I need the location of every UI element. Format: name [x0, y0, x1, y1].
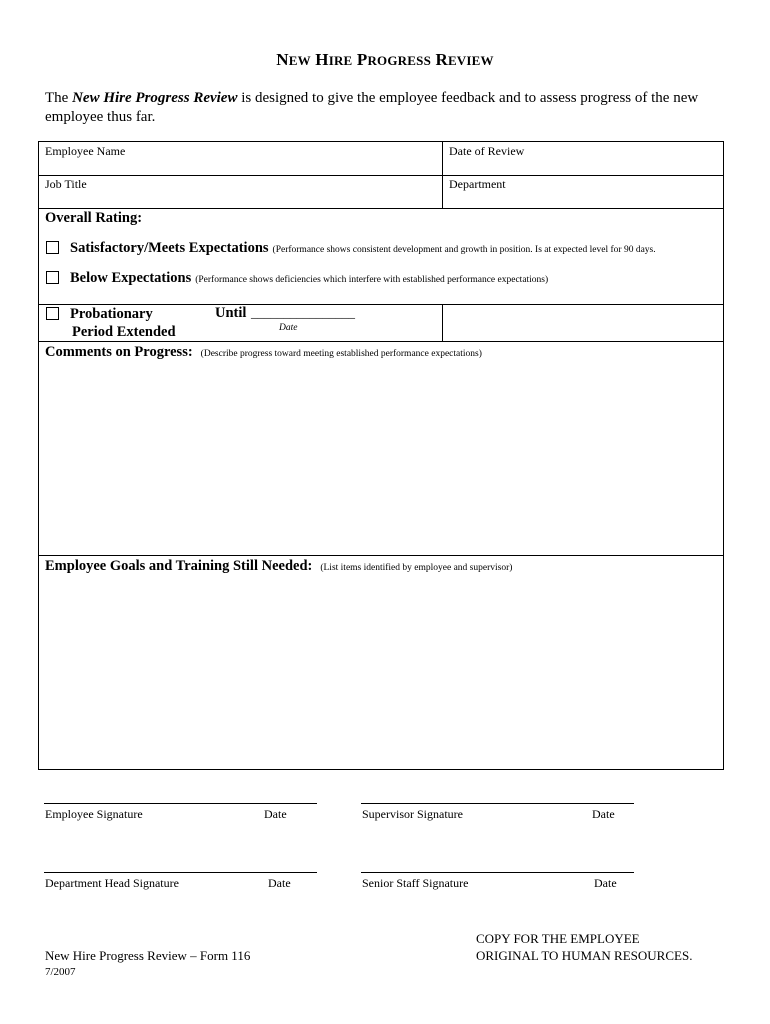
intro-prefix: The: [45, 90, 69, 106]
row-divider: [39, 208, 723, 209]
column-divider: [442, 304, 443, 341]
supervisor-signature-line[interactable]: [361, 803, 634, 804]
probationary-label: [70, 305, 176, 341]
supervisor-signature-label: Supervisor Signature: [362, 807, 463, 821]
below-expectations-checkbox[interactable]: [46, 271, 59, 284]
copy-distribution: [476, 930, 692, 964]
title-part: H: [315, 50, 329, 69]
form-number: New Hire Progress Review – Form 116: [45, 948, 251, 963]
comments-heading: Comments on Progress:: [45, 344, 193, 360]
until-label: Until: [215, 305, 247, 321]
employee-signature-line[interactable]: [44, 803, 317, 804]
department-head-signature-label: Department Head Signature: [45, 876, 179, 890]
title-part: EVIEW: [447, 53, 494, 68]
senior-staff-signature-date-label: Date: [594, 876, 617, 890]
comments-area[interactable]: [40, 364, 723, 553]
form-revision: 7/2007: [45, 966, 76, 978]
overall-rating-heading: Overall Rating:: [45, 210, 143, 226]
below-expectations-note: (Performance shows deficiencies which interfere with established performance expectations): [195, 275, 549, 285]
below-expectations-label: Below Expectations: [70, 270, 192, 286]
job-title-field[interactable]: Job Title: [45, 177, 87, 191]
date-of-review-field[interactable]: Date of Review: [449, 144, 525, 158]
intro-suffix: is designed to give the employee feedback and to assess progress of the new employee thus far.: [45, 90, 699, 125]
probationary-checkbox[interactable]: [46, 307, 59, 320]
goals-note: (List items identified by employee and supervisor): [320, 563, 513, 573]
probationary-line2: Period Extended: [72, 324, 176, 340]
employee-name-field[interactable]: Employee Name: [45, 144, 126, 158]
goals-area[interactable]: [40, 578, 723, 768]
copy-line1: COPY FOR THE EMPLOYEE: [476, 931, 640, 946]
column-divider: [442, 142, 443, 208]
satisfactory-note: (Performance shows consistent development and growth in position. Is at expected level for 90 days.: [272, 245, 656, 255]
title-part: IRE: [328, 53, 353, 68]
below-expectations-option: [70, 269, 548, 287]
row-divider: [39, 341, 723, 342]
until-date-blank[interactable]: ________________: [251, 305, 355, 320]
intro-paragraph: [45, 89, 725, 127]
senior-staff-signature-label: Senior Staff Signature: [362, 876, 469, 890]
row-divider: [39, 175, 723, 176]
title-part: P: [356, 50, 368, 69]
comments-heading-row: [45, 343, 482, 361]
satisfactory-label: Satisfactory/Meets Expectations: [70, 240, 269, 256]
comments-note: (Describe progress toward meeting established performance expectations): [200, 349, 482, 359]
goals-heading: Employee Goals and Training Still Needed:: [45, 558, 313, 574]
title-part: R: [435, 50, 448, 69]
department-head-signature-date-label: Date: [268, 876, 291, 890]
probationary-line1: Probationary: [70, 306, 153, 322]
page-title: [0, 50, 770, 70]
employee-signature-label: Employee Signature: [45, 807, 143, 821]
supervisor-signature-date-label: Date: [592, 807, 615, 821]
employee-signature-date-label: Date: [264, 807, 287, 821]
title-part: EW: [288, 53, 311, 68]
goals-heading-row: [45, 557, 512, 575]
satisfactory-checkbox[interactable]: [46, 241, 59, 254]
until-date-caption: Date: [279, 323, 298, 333]
department-head-signature-line[interactable]: [44, 872, 317, 873]
title-part: ROGRESS: [367, 53, 431, 68]
intro-form-name: New Hire Progress Review: [72, 90, 238, 106]
row-divider: [39, 555, 723, 556]
form-footer: [45, 947, 250, 981]
satisfactory-option: [70, 239, 656, 257]
copy-line2: ORIGINAL TO HUMAN RESOURCES.: [476, 948, 693, 963]
title-part: N: [276, 50, 289, 69]
form-table: [38, 141, 724, 770]
senior-staff-signature-line[interactable]: [361, 872, 634, 873]
department-field[interactable]: Department: [449, 177, 506, 191]
